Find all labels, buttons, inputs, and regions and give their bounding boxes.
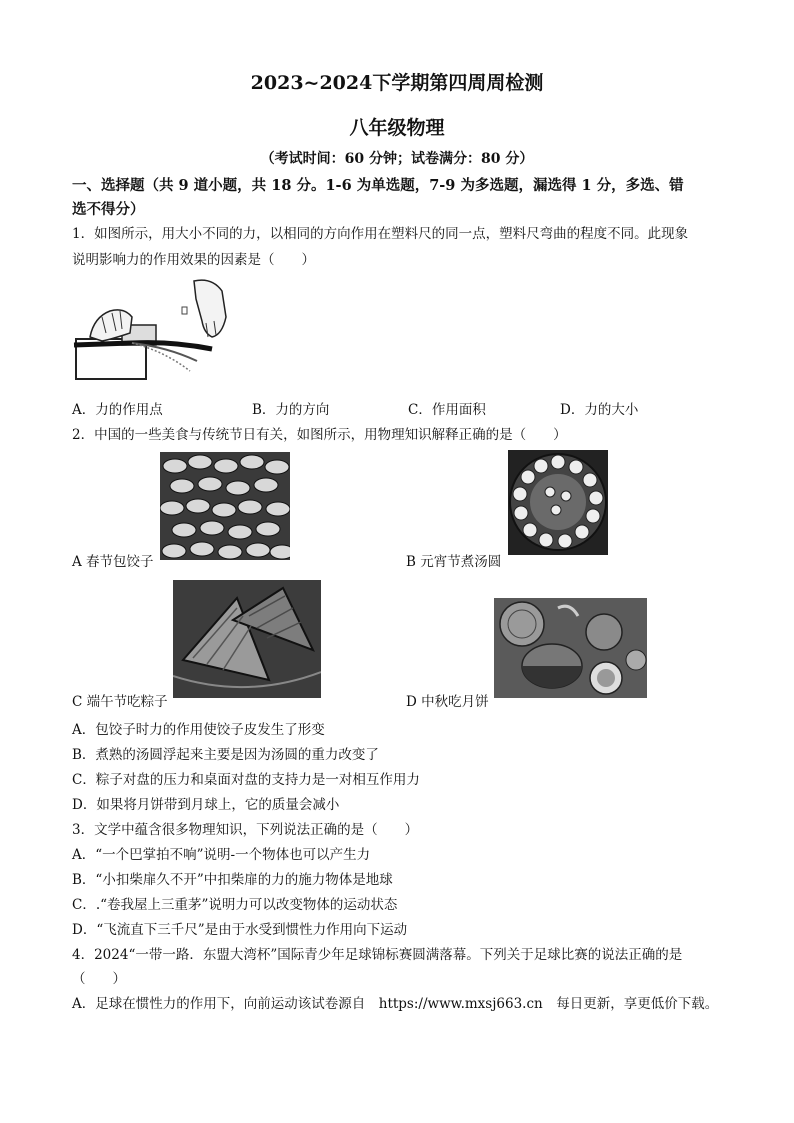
q2-caption-a: A 春节包饺子 xyxy=(72,554,154,570)
q1-option-b: B．力的方向 xyxy=(252,402,330,418)
q1-stem-line2: 说明影响力的作用效果的因素是（ ） xyxy=(72,252,315,268)
q2-caption-c: C 端午节吃粽子 xyxy=(72,694,168,710)
q4-stem-line2: （ ） xyxy=(72,971,126,987)
q4-stem-line1: 4．2024“一带一路．东盟大湾杯”国际青少年足球锦标赛圆满落幕。下列关于足球比赛的说法正确的是 xyxy=(72,947,683,963)
q3-option-a: A．“一个巴掌拍不响”说明-一个物体也可以产生力 xyxy=(72,847,371,863)
q3-option-b: B．“小扣柴扉久不开”中扣柴扉的力的施力物体是地球 xyxy=(72,872,393,888)
q4-option-a: A．足球在惯性力的作用下，向前运动该试卷源自 https://www.mxsj663.cn 每日更新，享更低价下载。 xyxy=(72,996,719,1012)
q2-option-a: A．包饺子时力的作用使饺子皮发生了形变 xyxy=(72,722,325,738)
mooncake-photo xyxy=(494,598,647,698)
zongzi-photo xyxy=(173,580,321,698)
q3-option-c: C．.“卷我屋上三重茅”说明力可以改变物体的运动状态 xyxy=(72,897,398,913)
q3-option-d: D．“飞流直下三千尺”是由于水受到惯性力作用向下运动 xyxy=(72,922,408,938)
ruler-bending-figure xyxy=(72,277,240,385)
exam-info: （考试时间：60 分钟；试卷满分：80 分） xyxy=(260,151,534,167)
q1-stem-line1: 1．如图所示，用大小不同的力，以相同的方向作用在塑料尺的同一点，塑料尺弯曲的程度不同。此现象 xyxy=(72,226,689,242)
q2-option-c: C．粽子对盘的压力和桌面对盘的支持力是一对相互作用力 xyxy=(72,772,420,788)
q1-option-d: D．力的大小 xyxy=(560,402,639,418)
q2-caption-d: D 中秋吃月饼 xyxy=(406,694,489,710)
q1-option-c: C．作用面积 xyxy=(408,402,486,418)
exam-subject: 八年级物理 xyxy=(349,117,445,139)
dumplings-photo xyxy=(160,452,290,560)
q2-stem: 2．中国的一些美食与传统节日有关，如图所示，用物理知识解释正确的是（ ） xyxy=(72,427,567,443)
q3-stem: 3．文学中蕴含很多物理知识，下列说法正确的是（ ） xyxy=(72,822,419,838)
section-heading-line1: 一、选择题（共 9 道小题，共 18 分。1-6 为单选题，7-9 为多选题，漏选得 1 分，多选、错 xyxy=(72,177,684,194)
q2-option-b: B．煮熟的汤圆浮起来主要是因为汤圆的重力改变了 xyxy=(72,747,379,763)
q2-caption-b: B 元宵节煮汤圆 xyxy=(406,554,502,570)
q1-option-a: A．力的作用点 xyxy=(72,402,163,418)
section-heading-line2: 选不得分） xyxy=(72,201,145,218)
exam-title: 2023~2024下学期第四周周检测 xyxy=(250,72,544,94)
tangyuan-photo xyxy=(508,450,608,555)
q2-option-d: D．如果将月饼带到月球上，它的质量会减小 xyxy=(72,797,340,813)
